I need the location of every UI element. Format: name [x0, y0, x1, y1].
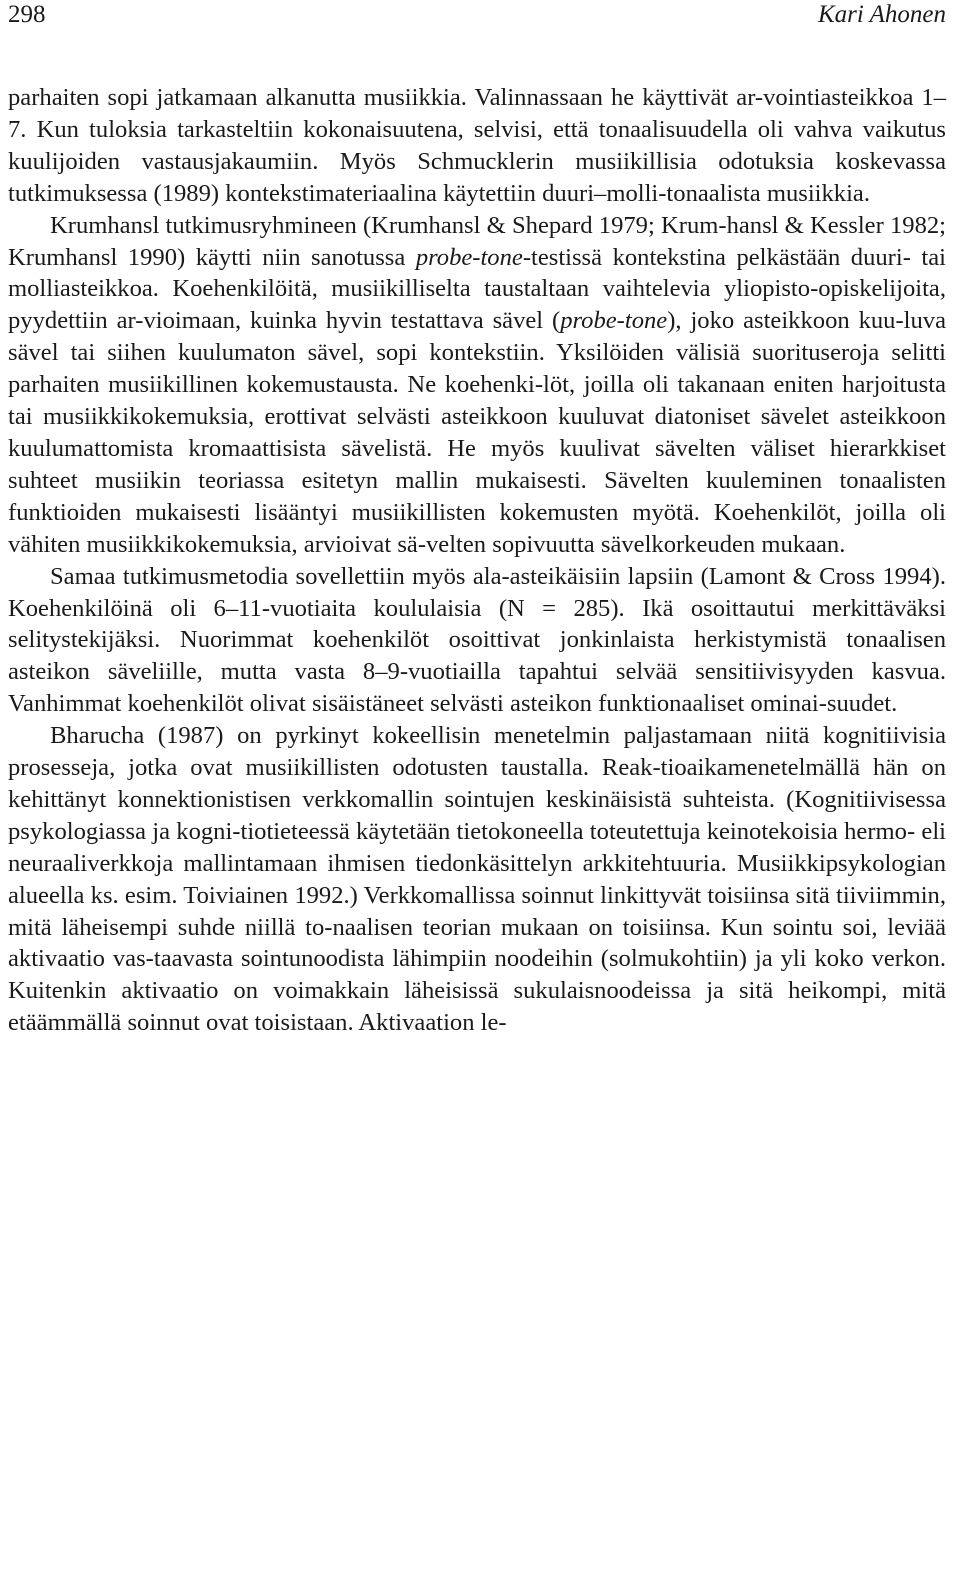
paragraph	[8, 82, 946, 210]
running-head-author: Kari Ahonen	[817, 1, 946, 28]
paragraph	[8, 720, 946, 1039]
running-head	[8, 2, 946, 28]
book-page	[8, 0, 946, 1586]
text-run: Krumhansl tutkimusryhmineen (Krumhansl & Shepard 1979; Krum-hansl & Kessler 1982; Krumhansl 1990) käytti niin sanotussa	[8, 211, 946, 271]
italic-term: probe-tone	[415, 243, 523, 271]
text-run: ), joko asteikkoon kuu-luva sävel tai siihen kuulumaton sävel, sopi kontekstiin. Yksilöiden välisiä suorituseroja selitti parhaiten musiikillinen kokemustausta. Ne koehenki-löt, joilla oli takanaan eniten harjoitusta tai musiikkikokemuksia, erottivat selvästi asteikkoon kuuluvat diatoniset sävelet asteikkoon kuulumattomista kromaattisista sävelistä. He myös kuulivat sävelten väliset hierarkkiset suhteet musiikin teoriassa esitetyn mallin mukaisesti. Sävelten kuuleminen tonaalisten funktioiden mukaisesti lisääntyi musiikillisten kokemusten myötä. Koehenkilöt, joilla oli vähiten musiikkikokemuksia, arvioivat sä-velten sopivuutta sävelkorkeuden mukaan.	[8, 307, 946, 558]
paragraph	[8, 561, 946, 721]
italic-term: probe-tone	[560, 307, 668, 335]
text-run: Bharucha (1987) on pyrkinyt kokeellisin menetelmin paljastamaan niitä kognitiivisia prosesseja, jotka ovat musiikillisten odotusten taustalla. Reak-tioaikamenetelmällä hän on kehittänyt konnektionistisen verkkomallin sointujen keskinäisistä suhteista. (Kognitiivisessa psykologiassa ja kogni-tiotieteessä käytetään tietokoneella toteutettuja keinotekoisia hermo- eli neuraaliverkkoja mallintamaan ihmisen tiedonkäsittelyn arkkitehtuuria. Musiikkipsykologian alueella ks. esim. Toiviainen 1992.) Verkkomallissa soinnut linkittyvät toisiinsa sitä tiiviimmin, mitä läheisempi suhde niillä to-naalisen teorian mukaan on toisiinsa. Kun sointu soi, leviää aktivaatio vas-taavasta sointunoodista lähimpiin noodeihin (solmukohtiin) ja yli koko verkon. Kuitenkin aktivaatio on voimakkain läheisissä sukulaisnoodeissa ja sitä heikompi, mitä etäämmällä soinnut ovat toisistaan. Aktivaation le-	[8, 722, 946, 1037]
text-run: -testissä kontekstina pelkästään duuri- tai molliasteikkoa. Koehenkilöitä, musiikilliselta taustaltaan vaihtelevia yliopisto-opiskelijoita, pyydettiin ar-vioimaan, kuinka hyvin testattava sävel (	[8, 243, 946, 335]
text-run: Samaa tutkimusmetodia sovellettiin myös ala-asteikäisiin lapsiin (Lamont & Cross 1994). Koehenkilöinä oli 6–11-vuotiaita koululaisia (N = 285). Ikä osoittautui merkittäväksi selitystekijäksi. Nuorimmat koehenkilöt osoittivat jonkinlaista herkistymistä tonaalisen asteikon säveliille, mutta vasta 8–9-vuotiailla tapahtui selvää sensitiivisyyden kasvua. Vanhimmat koehenkilöt olivat sisäistäneet selvästi asteikon funktionaaliset ominai-suudet.	[8, 562, 946, 718]
paragraph	[8, 210, 946, 561]
text-run: parhaiten sopi jatkamaan alkanutta musiikkia. Valinnassaan he käyttivät ar-vointiasteikkoa 1–7. Kun tuloksia tarkasteltiin kokonaisuutena, selvisi, että tonaalisuudella oli vahva vaikutus kuulijoiden vastausjakaumiin. Myös Schmucklerin musiikillisia odotuksia koskevassa tutkimuksessa (1989) kontekstimateriaalina käytettiin duuri–molli-tonaalista musiikkia.	[8, 84, 946, 207]
body-text	[8, 82, 946, 1039]
page-number: 298	[8, 1, 46, 28]
